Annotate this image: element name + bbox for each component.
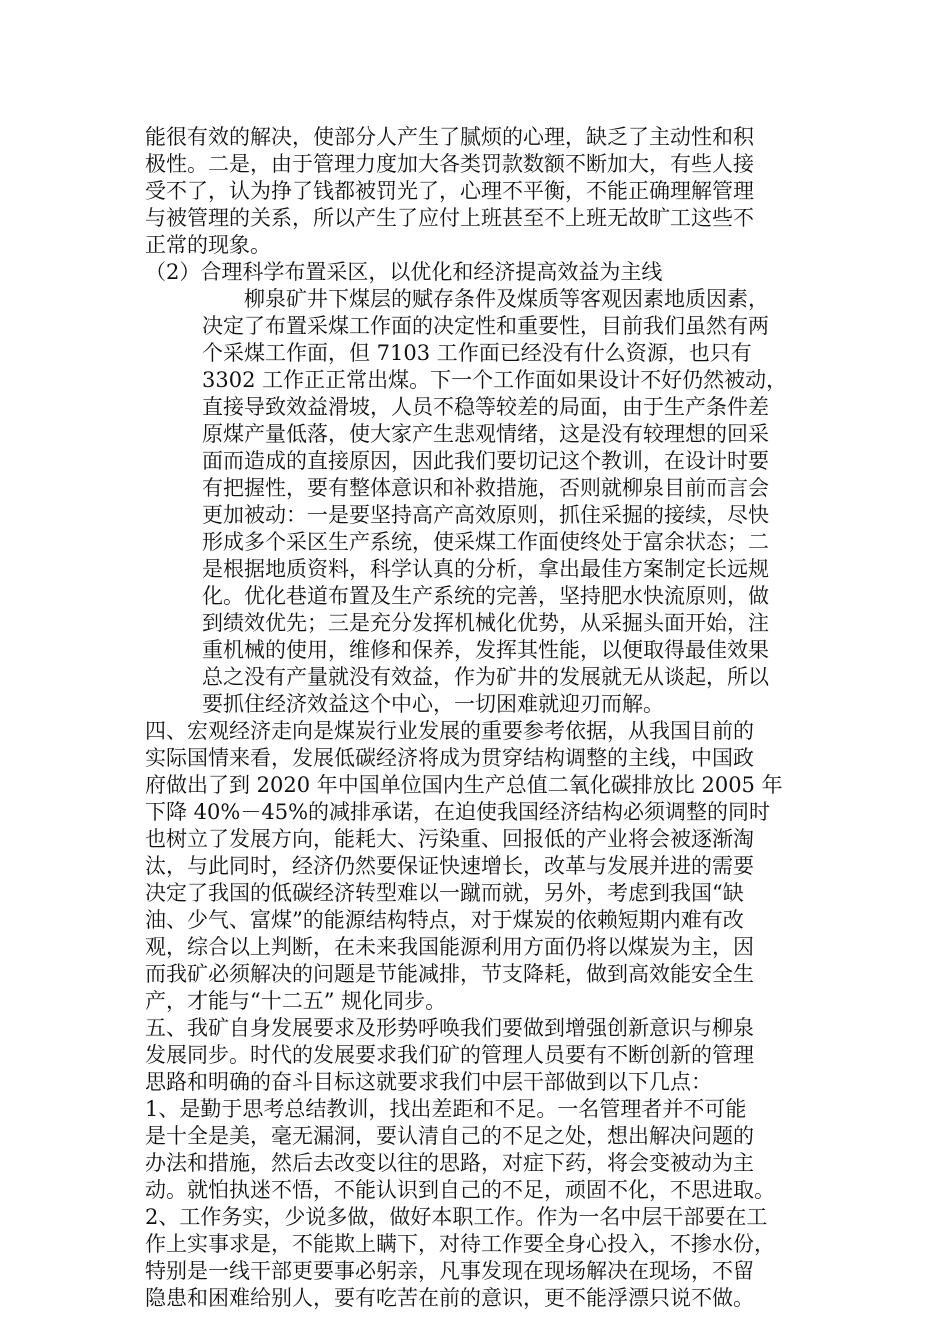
text-line: 决定了我国的低碳经济转型难以一蹴而就，另外，考虑到我国“缺 bbox=[145, 881, 744, 905]
text-line: 油、少气、富煤”的能源结构特点，对于煤炭的依赖短期内难有改 bbox=[145, 908, 744, 932]
text-line: 五、我矿自身发展要求及形势呼唤我们要做到增强创新意识与柳泉 bbox=[145, 1016, 754, 1040]
text-line: 下降 40%－45%的减排承诺，在迫使我国经济结构必须调整的同时 bbox=[145, 800, 771, 824]
text-line: 面而造成的直接原因，因此我们要切记这个教训，在设计时要 bbox=[202, 449, 769, 473]
text-line: 决定了布置采煤工作面的决定性和重要性，目前我们虽然有两 bbox=[202, 314, 769, 338]
text-line: 观，综合以上判断，在未来我国能源利用方面仍将以煤炭为主，因 bbox=[145, 935, 754, 959]
text-line: 四、宏观经济走向是煤炭行业发展的重要参考依据，从我国目前的 bbox=[145, 719, 754, 743]
text-line: 是十全是美，毫无漏洞，要认清自己的不足之处，想出解决问题的 bbox=[145, 1124, 754, 1148]
text-line: 极性。二是，由于管理力度加大各类罚款数额不断加大，有些人接 bbox=[145, 152, 754, 176]
text-line: 特别是一线干部更要事必躬亲，凡事发现在现场解决在现场，不留 bbox=[145, 1259, 754, 1283]
text-line: 2、工作务实，少说多做，做好本职工作。作为一名中层干部要在工 bbox=[145, 1205, 768, 1229]
text-line: 1、是勤于思考总结教训，找出差距和不足。一名管理者并不可能 bbox=[145, 1097, 747, 1121]
text-line: 办法和措施，然后去改变以往的思路，对症下药，将会变被动为主 bbox=[145, 1151, 754, 1175]
text-line: 动。就怕执迷不悟，不能认识到自己的不足，顽固不化，不思进取。 bbox=[145, 1178, 775, 1202]
text-line: 而我矿必须解决的问题是节能减排，节支降耗，做到高效能安全生 bbox=[145, 962, 754, 986]
text-line: 到绩效优先；三是充分发挥机械化优势，从采掘头面开始，注 bbox=[202, 611, 769, 635]
text-line: 思路和明确的奋斗目标这就要求我们中层干部做到以下几点： bbox=[145, 1070, 712, 1094]
text-line: 化。优化巷道布置及生产系统的完善，坚持肥水快流原则，做 bbox=[202, 584, 769, 608]
text-line: 要抓住经济效益这个中心，一切困难就迎刃而解。 bbox=[202, 692, 664, 716]
text-line: 也树立了发展方向，能耗大、污染重、回报低的产业将会被逐渐淘 bbox=[145, 827, 754, 851]
text-line: 直接导致效益滑坡，人员不稳等较差的局面，由于生产条件差 bbox=[202, 395, 769, 419]
text-line: 柳泉矿井下煤层的赋存条件及煤质等客观因素地质因素， bbox=[244, 287, 769, 311]
text-line: 产，才能与“十二五” 规化同步。 bbox=[145, 989, 447, 1013]
text-line: 受不了，认为挣了钱都被罚光了，心理不平衡，不能正确理解管理 bbox=[145, 179, 754, 203]
text-line: 发展同步。时代的发展要求我们矿的管理人员要有不断创新的管理 bbox=[145, 1043, 754, 1067]
text-line: 个采煤工作面，但 7103 工作面已经没有什么资源，也只有 bbox=[202, 341, 752, 365]
text-line: 是根据地质资料，科学认真的分析，拿出最佳方案制定长远规 bbox=[202, 557, 769, 581]
text-line: 有把握性，要有整体意识和补救措施，否则就柳泉目前而言会 bbox=[202, 476, 769, 500]
text-line: 作上实事求是，不能欺上瞒下，对待工作要全身心投入，不掺水份， bbox=[145, 1232, 775, 1256]
text-line: 汰，与此同时，经济仍然要保证快速增长，改革与发展并进的需要 bbox=[145, 854, 754, 878]
section-heading: （2）合理科学布置采区，以优化和经济提高效益为主线 bbox=[145, 260, 663, 284]
text-line: 与被管理的关系，所以产生了应付上班甚至不上班无故旷工这些不 bbox=[145, 206, 754, 230]
text-line: 正常的现象。 bbox=[145, 233, 271, 257]
text-line: 隐患和困难给别人，要有吃苦在前的意识，更不能浮漂只说不做。 bbox=[145, 1286, 754, 1310]
text-line: 总之没有产量就没有效益，作为矿井的发展就无从谈起，所以 bbox=[202, 665, 769, 689]
text-line: 能很有效的解决，使部分人产生了腻烦的心理，缺乏了主动性和积 bbox=[145, 125, 754, 149]
text-line: 更加被动：一是要坚持高产高效原则，抓住采掘的接续，尽快 bbox=[202, 503, 769, 527]
text-line: 形成多个采区生产系统，使采煤工作面使终处于富余状态；二 bbox=[202, 530, 769, 554]
text-line: 实际国情来看，发展低碳经济将成为贯穿结构调整的主线，中国政 bbox=[145, 746, 754, 770]
text-line: 府做出了到 2020 年中国单位国内生产总值二氧化碳排放比 2005 年 bbox=[145, 773, 783, 797]
text-line: 3302 工作正正常出煤。下一个工作面如果设计不好仍然被动， bbox=[202, 368, 788, 392]
text-line: 重机械的使用，维修和保养，发挥其性能，以便取得最佳效果 bbox=[202, 638, 769, 662]
text-line: 原煤产量低落，使大家产生悲观情绪，这是没有较理想的回采 bbox=[202, 422, 769, 446]
